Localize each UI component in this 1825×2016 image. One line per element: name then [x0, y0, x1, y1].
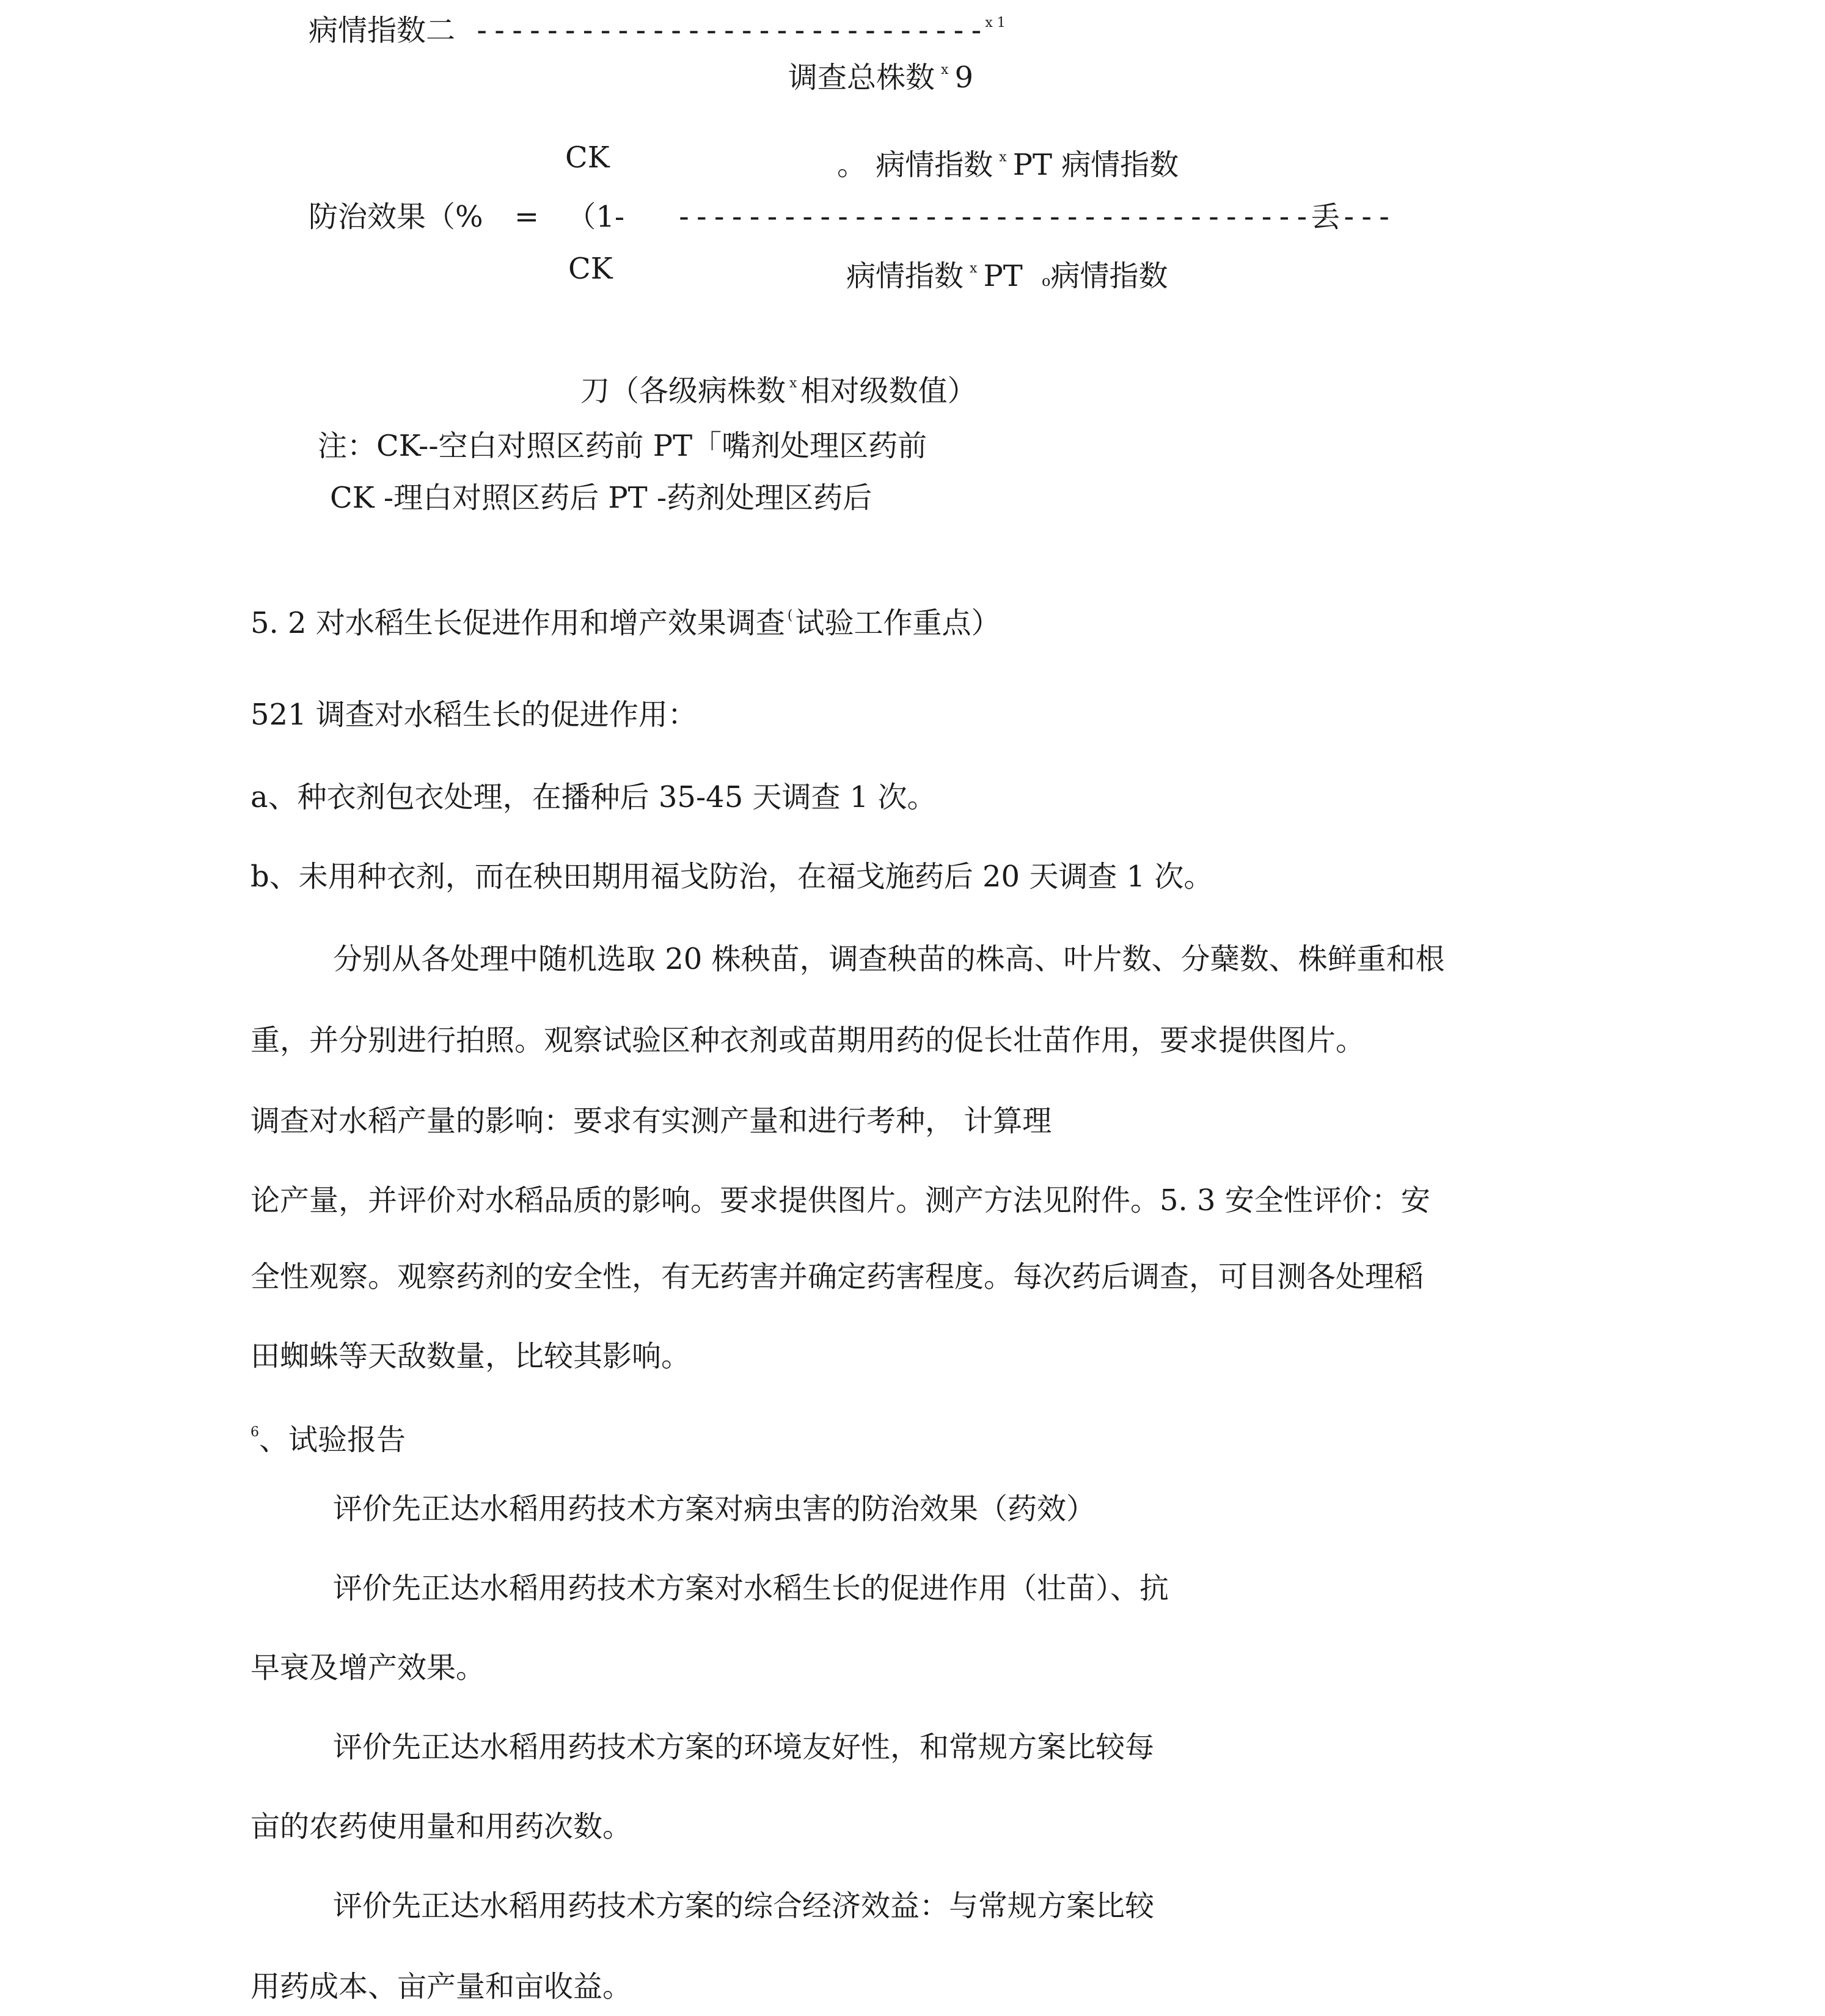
section-6-heading: $^6$、试验报告 [251, 1423, 406, 1457]
formula2-num-ck: CK [565, 141, 610, 175]
paragraph-2-line-4: 田蜘蛛等天敌数量，比较其影响。 [251, 1339, 691, 1373]
formula2-numerator: 。 病情指数 $^x$ PT 病情指数 [837, 148, 1179, 182]
paragraph-2-line-1: 调查对水稻产量的影响：要求有实测产量和进行考种， 计算理 [251, 1104, 1052, 1138]
formula2-fraction-rule: ------------------------------------丢--- [675, 200, 1394, 234]
formula2-lhs: 防治效果（% = （1- [309, 200, 625, 234]
report-item-4-line-2: 用药成本、亩产量和亩收益。 [251, 1970, 632, 2004]
item-b: b、未用种衣剂，而在秧田期用福戈防治，在福戈施药后 20 天调查 1 次。 [251, 860, 1213, 894]
report-item-4-line-1: 评价先正达水稻用药技术方案的综合经济效益：与常规方案比较 [333, 1889, 1155, 1923]
report-item-1: 评价先正达水稻用药技术方案对病虫害的防治效果（药效） [333, 1492, 1096, 1526]
formula1-tail: x 1 [985, 15, 1006, 31]
section-5-2-heading: 5. 2 对水稻生长促进作用和增产效果调查 (试验工作重点） [251, 606, 1001, 640]
formula1-den-sup: x [941, 62, 949, 78]
item-a: a、种衣剂包衣处理，在播种后 35-45 天调查 1 次。 [251, 780, 937, 814]
note-line-2: CK -理白对照区药后 PT -药剂处理区药后 [330, 481, 872, 515]
report-item-2-line-2: 早衰及增产效果。 [251, 1651, 486, 1685]
formula2-denominator: 病情指数 $^x$ PT o病情指数 [846, 259, 1168, 293]
report-item-3-line-1: 评价先正达水稻用药技术方案的环境友好性，和常规方案比较每 [333, 1730, 1155, 1764]
paragraph-1-line-2: 重，并分别进行拍照。观察试验区种衣剂或苗期用药的促长壮苗作用，要求提供图片。 [251, 1023, 1366, 1057]
report-item-2-line-1: 评价先正达水稻用药技术方案对水稻生长的促进作用（壮苗）、抗 [333, 1571, 1169, 1605]
report-item-3-line-2: 亩的农药使用量和用药次数。 [251, 1810, 632, 1844]
formula2-den-ck: CK [568, 252, 613, 286]
formula1-line [309, 5, 1006, 49]
formula-sum-line: 刀（各级病株数 $^x$ 相对级数值） [580, 374, 977, 408]
paragraph-2-line-2: 论产量，并评价对水稻品质的影响。要求提供图片。测产方法见附件。5. 3 安全性评价：安 [251, 1183, 1430, 1218]
formula1-fraction-rule: ----------------------------- [473, 13, 986, 48]
paragraph-1-line-1: 分别从各处理中随机选取 20 株秧苗，调查秧苗的株高、叶片数、分蘖数、株鲜重和根 [333, 942, 1445, 976]
formula1-den-tail: 9 [954, 60, 973, 95]
formula1-denominator: 调查总株数 $^x$ 9 [788, 60, 973, 95]
paragraph-2-line-3: 全性观察。观察药剂的安全性，有无药害并确定药害程度。每次药后调查，可目测各处理稻 [251, 1260, 1424, 1294]
formula1-lhs: 病情指数二 [309, 13, 456, 48]
note-line-1: 注：CK--空白对照区药前 PT「嘴剂处理区药前 [318, 429, 927, 463]
section-5-2-1-heading: 521 调查对水稻生长的促进作用： [251, 698, 697, 732]
